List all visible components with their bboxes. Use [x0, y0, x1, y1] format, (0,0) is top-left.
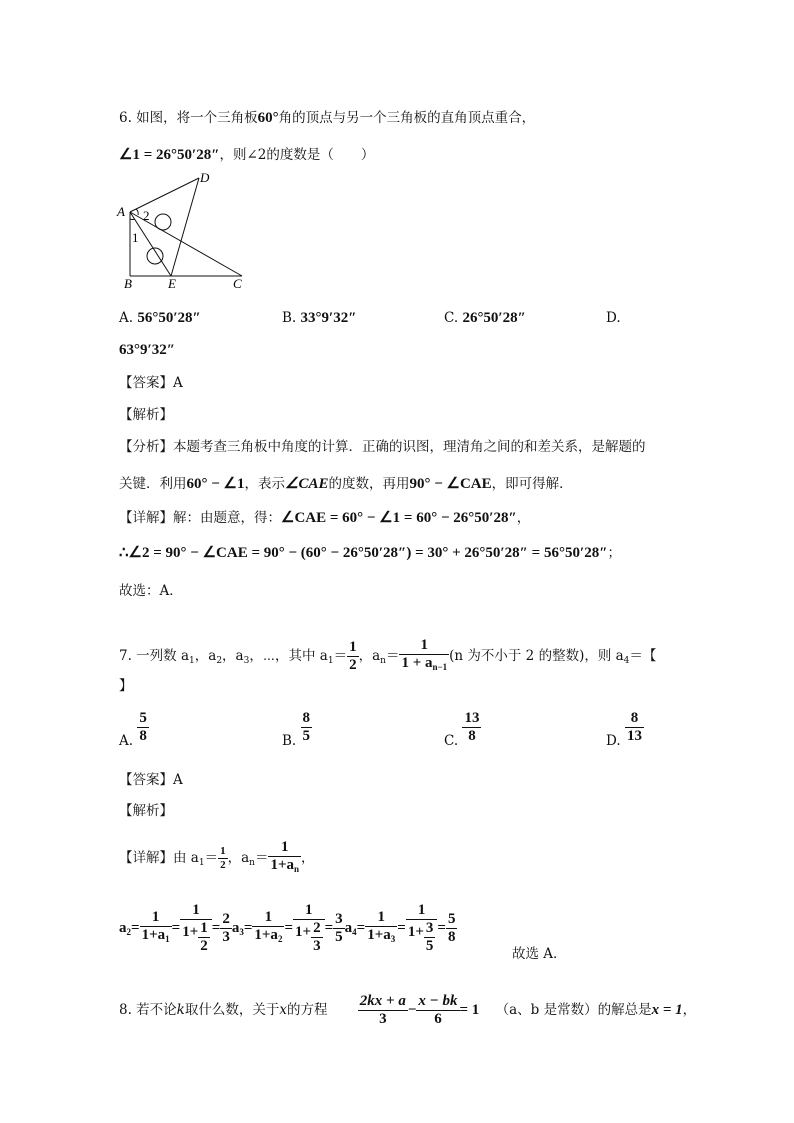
text: 【详解】由 a: [119, 850, 199, 866]
text: ，: [301, 850, 315, 866]
den: 1+a: [254, 927, 278, 943]
option-letter: D.: [606, 733, 621, 749]
label-d: D: [200, 170, 210, 185]
text: 的方程: [286, 1002, 328, 1018]
den: 1+a: [367, 927, 391, 943]
q6-question-text: ，则∠2的度数是（ ）: [219, 147, 375, 163]
a4: [345, 920, 357, 936]
frac: [252, 909, 284, 948]
eq: =: [211, 920, 221, 936]
inner-frac: [198, 920, 210, 955]
num: x − bk: [418, 993, 458, 1009]
q6-angle1-value: ∠1 = 26°50′28″: [119, 147, 220, 163]
sub: 3: [243, 656, 250, 666]
frac: [406, 902, 438, 955]
q7-analysis-title: 【解析】: [119, 803, 173, 819]
text: 的度数，再用: [328, 476, 410, 492]
option-letter: B.: [282, 733, 297, 749]
den: 3: [222, 929, 230, 945]
q7-option-d[interactable]: [606, 710, 644, 749]
q6-angle-60: 60°: [257, 110, 279, 126]
num: 1: [349, 639, 357, 655]
den: 2: [220, 859, 226, 871]
q7-option-b[interactable]: [282, 710, 312, 749]
num: 5: [139, 710, 147, 726]
num: 1: [252, 909, 284, 927]
frac: [140, 909, 172, 948]
den: 2: [349, 657, 357, 673]
var: a: [231, 920, 240, 936]
q7-option-c[interactable]: [444, 710, 481, 749]
frac: [365, 909, 397, 948]
num: 13: [464, 710, 480, 726]
option-letter: C.: [444, 733, 459, 749]
text: ，表示: [244, 476, 285, 492]
sub: 1: [165, 934, 170, 944]
var: a: [119, 920, 127, 936]
text: ＝: [254, 850, 269, 866]
q7-stem-line1: [119, 626, 656, 686]
den: 1+a: [270, 857, 294, 873]
q7-choose: 故选 A．: [512, 946, 567, 962]
den: 8: [462, 727, 481, 745]
q7-option-a[interactable]: [119, 710, 149, 749]
q8-frac-2: [416, 993, 459, 1028]
q6-stem-text-2: 角的顶点与另一个三角板的直角顶点重合，: [278, 110, 536, 126]
line-de: [171, 178, 199, 276]
eq: = 1: [459, 1002, 480, 1018]
text: ＝: [204, 850, 219, 866]
num: 1: [406, 902, 438, 920]
option-value: 63°9′32″: [119, 342, 176, 358]
q7-frac-recurrence: [399, 637, 449, 676]
frac-half: [218, 845, 228, 872]
sub: 1: [198, 858, 205, 868]
q6-triangle-figure: [114, 166, 254, 290]
text: ，: [682, 1002, 697, 1018]
text: ＝: [385, 648, 400, 664]
text: ，⋯，其中 a: [249, 648, 328, 664]
num: 1: [293, 902, 325, 920]
num: 1: [399, 637, 449, 655]
math: 60° − ∠1: [186, 476, 245, 492]
text: ，: [516, 510, 531, 526]
q6-fenxi-line2: [119, 474, 573, 494]
line-ad: [130, 178, 199, 212]
text: (n 为不小于 2 的整数)，则 a: [449, 648, 624, 664]
num: 5: [447, 911, 456, 927]
text: ，a: [358, 648, 381, 664]
triangle-hole-1: [155, 214, 171, 230]
text: 8. 若不论: [119, 1002, 177, 1018]
q7-frac-half: [347, 639, 359, 674]
option-letter: C.: [444, 310, 459, 326]
option-value: 56°50′28″: [137, 310, 201, 326]
label-e: E: [168, 276, 176, 290]
den: 8: [447, 929, 456, 945]
math: ∴∠2 = 90° − ∠CAE = 90° − (60° − 26°50′28″) = 30° + 26°50′28″ = 56°50′28″: [119, 545, 608, 561]
q7-stem-line2: 】: [119, 678, 133, 694]
frac: [180, 902, 212, 955]
den: 1 + a: [401, 655, 433, 671]
q8-stem-line1: [119, 982, 696, 1038]
q8-frac-1: [358, 993, 408, 1028]
sub: 4: [623, 656, 630, 666]
label-1: 1: [132, 230, 139, 245]
inner-frac: [424, 920, 436, 955]
math: ∠CAE: [285, 476, 329, 492]
q6-stem-text: 6. 如图，将一个三角板: [119, 110, 258, 126]
num: 3: [335, 911, 343, 927]
eq: =: [243, 920, 253, 936]
sub: n: [294, 864, 300, 874]
option-letter: A.: [119, 733, 134, 749]
option-frac: [625, 710, 644, 745]
den: 5: [425, 938, 434, 954]
option-value: 33°9′32″: [300, 310, 357, 326]
frac: [220, 911, 232, 946]
text: ；: [607, 545, 621, 561]
var: a: [344, 920, 353, 936]
label-2: 2: [143, 208, 150, 223]
math: ∠CAE = 60° − ∠1 = 60° − 26°50′28″: [281, 510, 517, 526]
frac: [333, 911, 345, 946]
q6-stem-line2: [119, 145, 374, 165]
minus: −: [407, 1002, 417, 1018]
label-b: B: [124, 276, 132, 290]
num: 2: [222, 911, 230, 927]
den: 5: [335, 929, 343, 945]
sub: 2: [277, 934, 283, 944]
option-frac: [462, 710, 481, 745]
frac: [446, 911, 458, 946]
num: 2kx + a: [359, 993, 406, 1009]
eq: =: [324, 920, 334, 936]
den: 3: [379, 1011, 387, 1027]
eq: =: [397, 920, 406, 936]
angle-arc-2: [136, 209, 138, 215]
den: 1+a: [141, 927, 166, 943]
q6-answer: 【答案】A: [119, 375, 183, 391]
den: 3: [313, 938, 321, 954]
q6-analysis-title: 【解析】: [119, 407, 173, 423]
den: 2: [200, 938, 208, 954]
eq: =: [356, 920, 366, 936]
num: 1: [140, 909, 172, 927]
eq: =: [284, 920, 293, 936]
text: ，即可得解．: [491, 476, 573, 492]
den: 1+: [407, 924, 424, 940]
text: ＝: [333, 648, 348, 664]
q6-stem-line1: [119, 108, 535, 128]
q6-option-d-value[interactable]: [119, 342, 175, 359]
q6-detail-line2: [119, 543, 621, 563]
den: 13: [626, 728, 642, 744]
text: ，a: [227, 850, 250, 866]
num: 8: [302, 710, 311, 726]
q6-option-d-letter[interactable]: [606, 310, 621, 326]
num: 2: [313, 920, 321, 936]
sub: 2: [216, 656, 223, 666]
sub: n−1: [432, 662, 448, 672]
q6-choose: 故选：A．: [119, 583, 183, 599]
num: 8: [630, 710, 639, 726]
text: 【详解】解：由题意，得：: [119, 510, 281, 526]
frac-recurrence: [268, 839, 301, 878]
q6-detail-line1: [119, 508, 530, 528]
text: ＝【: [629, 648, 657, 664]
var-k: k: [176, 1002, 185, 1018]
eq: =: [437, 920, 446, 936]
text: 7. 一列数 a: [119, 648, 190, 664]
sub: 3: [239, 927, 244, 937]
q6-option-c[interactable]: [444, 310, 526, 327]
den: 8: [139, 728, 147, 744]
num: 1: [180, 902, 212, 920]
math: 90° − ∠CAE: [409, 476, 492, 492]
option-letter: A.: [119, 310, 134, 326]
text: （a、b 是常数）的解总是: [495, 1002, 652, 1018]
text: 关键．利用: [119, 476, 187, 492]
a2: [119, 920, 131, 936]
den: 1+: [182, 924, 199, 940]
option-frac: [301, 710, 313, 745]
text: ，a: [222, 648, 244, 664]
sub: n: [380, 656, 386, 666]
inner-frac: [311, 920, 323, 955]
den: 1+: [295, 924, 312, 940]
num: 1: [220, 845, 226, 857]
q6-option-b[interactable]: [282, 310, 357, 327]
den: 6: [434, 1011, 442, 1027]
text: ，a: [194, 648, 217, 664]
eq: =: [171, 920, 181, 936]
var-x: x: [279, 1002, 287, 1018]
q7-detail-chain: [119, 893, 457, 967]
sub: 4: [352, 927, 357, 937]
solution: x = 1: [651, 1002, 683, 1018]
a3: [232, 920, 244, 936]
num: 1: [365, 909, 397, 927]
den: 5: [302, 728, 311, 744]
option-letter: D.: [606, 310, 621, 326]
num: 1: [268, 839, 301, 857]
sub: 1: [189, 656, 195, 666]
label-c: C: [233, 276, 242, 290]
sub: 1: [327, 656, 334, 666]
sub: n: [249, 858, 255, 868]
num: 1: [200, 920, 208, 936]
label-a: A: [117, 204, 125, 219]
sub: 3: [390, 934, 396, 944]
num: 3: [425, 920, 434, 936]
option-value: 26°50′28″: [462, 310, 526, 326]
sub: 2: [126, 927, 131, 937]
option-letter: B.: [282, 310, 297, 326]
q7-detail-line1: [119, 830, 315, 891]
q6-fenxi-line1: 【分析】本题考查三角板中角度的计算．正确的识图，理清角之间的和差关系，是解题的: [119, 439, 646, 455]
q6-option-a[interactable]: [119, 310, 201, 327]
option-frac: [137, 710, 149, 745]
frac: [293, 902, 325, 955]
eq: =: [131, 920, 140, 936]
q7-answer: 【答案】A: [119, 772, 183, 788]
text: 取什么数，关于: [184, 1002, 280, 1018]
